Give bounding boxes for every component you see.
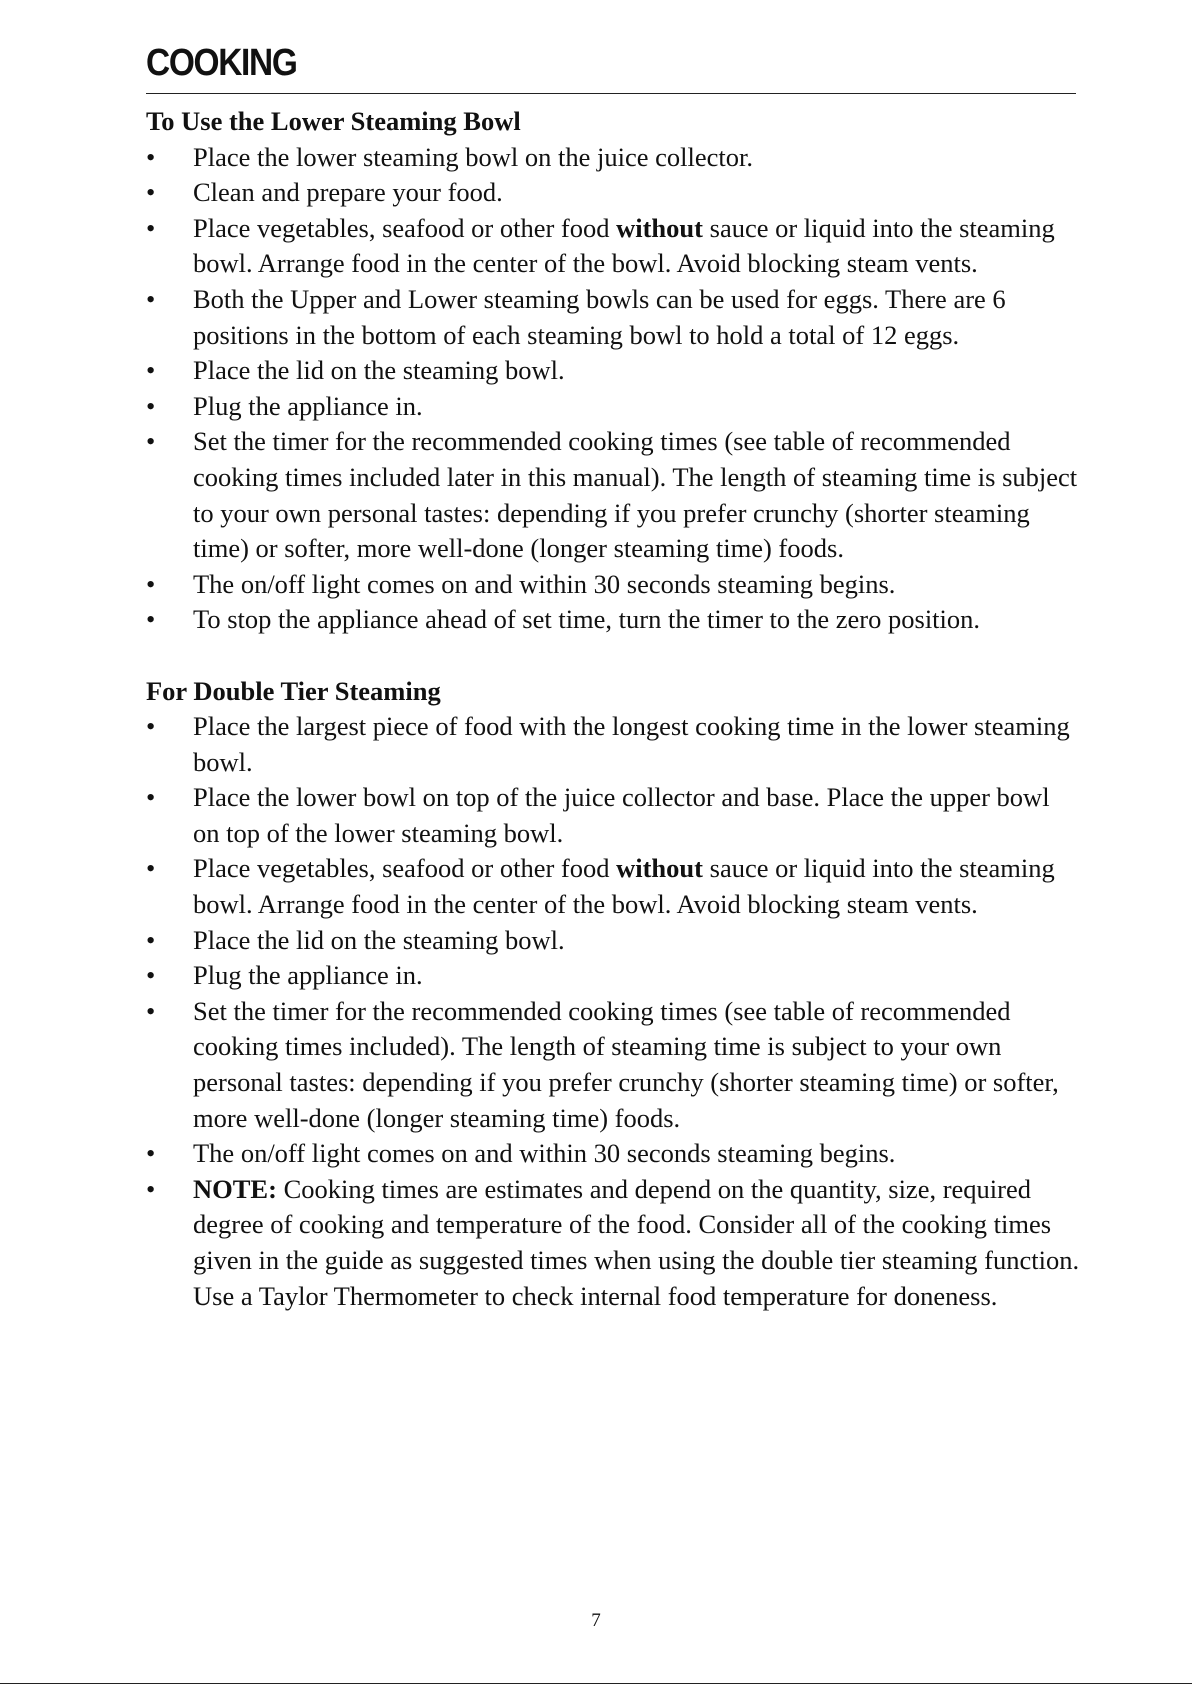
page-content [146,104,1080,1314]
list-item-text: Place the lid on the steaming bowl. [193,924,565,955]
list-item [146,709,1080,780]
list-item [146,602,1080,638]
list-item-text: Both the Upper and Lower steaming bowls can be used for eggs. There are 6 positions in the bottom of each steaming bowl to hold a total of 12 eggs. [193,283,1006,350]
bullet-icon: • [146,283,156,314]
bullet-icon: • [146,355,156,386]
note-label: NOTE: [193,1173,277,1204]
list-item [146,175,1080,211]
list-item [146,389,1080,425]
list-item-text: Set the timer for the recommended cooking times (see table of recommended cooking times included). The length of steaming time is subject to your own personal tastes: depending if you prefer crunchy (shorter steaming time) or softer, more well-done (longer steaming time) foods. [193,995,1059,1133]
section-heading-double-tier: For Double Tier Steaming [146,675,441,706]
section-heading-lower-bowl: To Use the Lower Steaming Bowl [146,106,521,136]
list-item [146,567,1080,603]
list-item-text: Set the timer for the recommended cooking times (see table of recommended cooking times included later in this manual). The length of steaming time is subject to your own personal tastes: depending if you prefer crunchy (shorter steaming time) or softer, more well-done (longer steaming time) foods. [193,426,1078,564]
bullet-icon: • [146,924,156,955]
list-item-text: Plug the appliance in. [193,960,423,991]
list-item [146,851,1080,922]
title-divider [146,93,1076,94]
list-item-text: Place the largest piece of food with the longest cooking time in the lower steaming bowl. [193,711,1070,777]
bullet-icon: • [146,426,156,457]
page-number: 7 [591,1610,601,1631]
lower-bowl-instructions [146,140,1080,638]
list-item-text: Place vegetables, seafood or other food [193,212,617,243]
bullet-icon: • [146,853,156,884]
list-item-text: Clean and prepare your food. [193,177,503,208]
bullet-icon: • [146,141,156,172]
list-item [146,211,1080,282]
list-item-text: Place the lower steaming bowl on the juice collector. [193,141,754,172]
list-item [146,424,1080,566]
list-item-text: The on/off light comes on and within 30 seconds steaming begins. [193,568,896,599]
note-item [146,1172,1080,1314]
list-item-text: sauce or liquid into the steaming bowl. Arrange food in the center of the bowl. Avoid blocking steam vents. [193,853,1055,920]
list-item [146,1136,1080,1172]
double-tier-instructions [146,709,1080,1314]
list-item [146,140,1080,176]
emphasis-text: without [616,853,703,884]
bullet-icon: • [146,390,156,421]
bullet-icon: • [146,711,156,742]
list-item [146,282,1080,353]
section-spacer [146,638,1080,674]
list-item-text: Place the lid on the steaming bowl. [193,355,565,386]
list-item [146,923,1080,959]
list-item-text: Plug the appliance in. [193,390,423,421]
list-item-text: To stop the appliance ahead of set time, turn the timer to the zero position. [193,604,981,635]
list-item-text: Place vegetables, seafood or other food [193,853,617,884]
list-item-text: The on/off light comes on and within 30 seconds steaming begins. [193,1138,896,1169]
list-item [146,780,1080,851]
emphasis-text: without [616,212,703,243]
bottom-divider [0,1683,1192,1684]
bullet-icon: • [146,177,156,208]
bullet-icon: • [146,1173,156,1204]
note-text: Cooking times are estimates and depend on the quantity, size, required degree of cooking and temperature of the food. Consider all of the cooking times given in the guide as suggested times when using the double tier steaming function. Use a Taylor Thermometer to check internal food temperature for doneness. [193,1173,1080,1311]
bullet-icon: • [146,995,156,1026]
bullet-icon: • [146,568,156,599]
list-item-text: Place the lower bowl on top of the juice collector and base. Place the upper bowl on top of the lower steaming bowl. [193,782,1050,848]
bullet-icon: • [146,212,156,243]
list-item [146,353,1080,389]
list-item [146,958,1080,994]
bullet-icon: • [146,604,156,635]
bullet-icon: • [146,960,156,991]
bullet-icon: • [146,782,156,813]
list-item [146,994,1080,1136]
list-item-text: sauce or liquid into the steaming bowl. Arrange food in the center of the bowl. Avoid blocking steam vents. [193,212,1055,279]
page-title: COOKING [146,42,297,84]
bullet-icon: • [146,1138,156,1169]
